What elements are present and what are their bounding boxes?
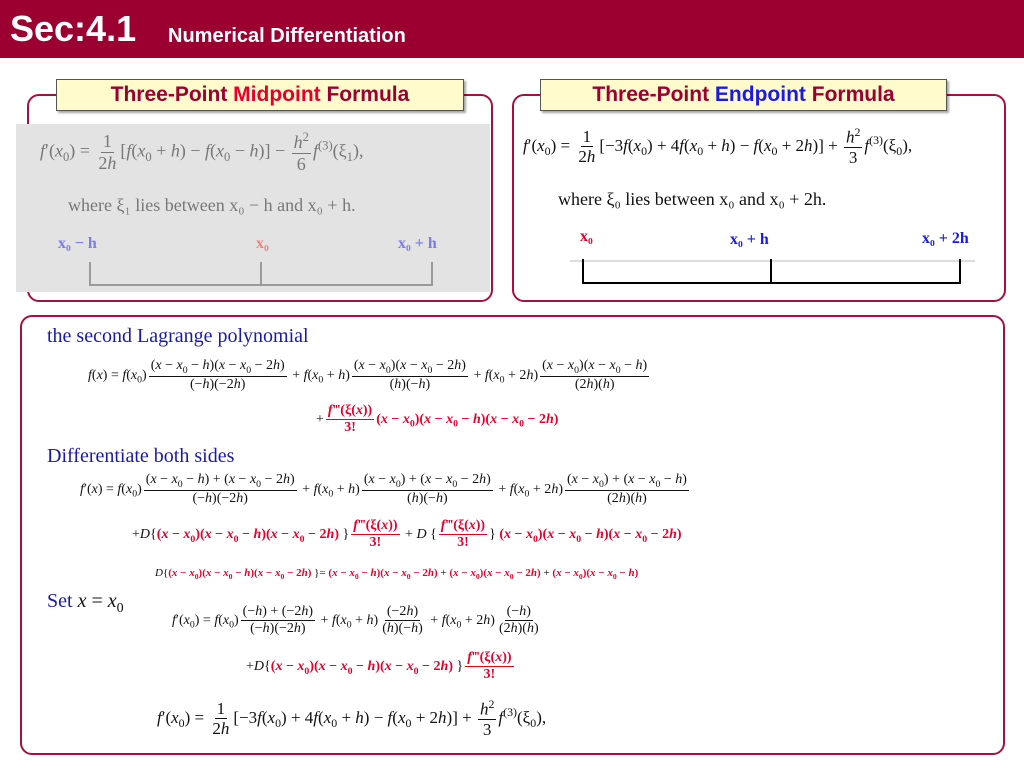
midpoint-label-left: x₀ − h xyxy=(58,235,97,252)
lagrange-equation: $f(x) = f(x_0)$ $\frac{(x - x_0 - h)(x - x_0 - 2h)}{(-h)(-2h)}$ + $f(x_0 + h)$ $\frac{(x - x_0)(x - x_0 - 2h)}{(h)(-h)}$ + $f(x_0 + 2h)$ $\frac{(x - x_0)(x - x_0 - h)}{(2h)(h)}$ xyxy=(88,358,648,393)
endpoint-formula: $f'(x_0)$ = $\frac{1}{2h}$ $[-3f(x_0) + 4f(x_0 + h) - f(x_0 + 2h)]$ + $\frac{h^2}{3}$ $f^{(3)}(\xi_0)$, xyxy=(523,125,913,168)
differentiate-title: Differentiate both sides xyxy=(47,445,235,467)
product-rule-note: $D\{(x - x_0)(x - x_0 - h)(x - x_0 - 2h)$ }= $(x - x_0 - h)(x - x_0 - 2h) + (x - x_0)(x - x_0 - 2h) + (x - x_0)(x - x_0 - h)$ xyxy=(155,567,639,582)
midpoint-formula: $f'(x_0)$ = $\frac{1}{2h}$ $[f(x_0 + h) - f(x_0 - h)]$ − $\frac{h^2}{6}$ $f^{(3)}(\xi_1)$, xyxy=(40,130,364,174)
final-formula: $f'(x_0)$ = $\frac{1}{2h}$ $[-3f(x_0) + 4f(x_0 + h) - f(x_0 + 2h)]$ + $\frac{h^2}{3}$ $f^{(3)}(\xi_0)$, xyxy=(157,697,547,740)
evaluated-error-term: $+D\{(x - x_0)(x - x_0 - h)(x - x_0 - 2h)$ } $\frac{f‴(\xi(x))}{3!}$ xyxy=(246,650,512,683)
section-number: Sec:4.1 xyxy=(10,8,137,49)
tab-text: Three-Point xyxy=(592,83,715,106)
lagrange-title: the second Lagrange polynomial xyxy=(47,325,309,347)
tab-keyword: Midpoint xyxy=(233,83,321,106)
derivative-equation: $f'(x) = f(x_0)$ $\frac{(x - x_0 - h) + (x - x_0 - 2h)}{(-h)(-2h)}$ + $f(x_0 + h)$ $\frac{(x - x_0) + (x - x_0 - 2h)}{(h)(-h)}$ + $f(x_0 + 2h)$ $\frac{(x - x_0) + (x - x_0 - h)}{(2h)(h)}$ xyxy=(80,472,687,507)
section-title: Numerical Differentiation xyxy=(168,25,406,47)
midpoint-label-center: x₀ xyxy=(256,235,269,252)
midpoint-label-right: x₀ + h xyxy=(398,235,437,252)
set-title: Set $x = x_0$ xyxy=(47,590,124,616)
evaluated-equation: $f'(x_0) = f(x_0)$ $\frac{(-h) + (-2h)}{(-h)(-2h)}$ + $f(x_0 + h)$ $\frac{(-2h)}{(h)(-h)}$ + $f(x_0 + 2h)$ $\frac{(-h)}{(2h)(h)}$ xyxy=(172,604,539,637)
tab-text: Three-Point xyxy=(110,83,234,106)
tab-keyword: Endpoint xyxy=(714,83,806,106)
derivative-error-terms: $+D\{(x - x_0)(x - x_0 - h)(x - x_0 - 2h)$ } $\frac{f‴(\xi(x))}{3!}$ + D { $\frac{f‴(\xi(x))}{3!}$ } $(x - x_0)(x - x_0 - h)(x - x_0 - 2h)$ xyxy=(132,518,682,551)
tab-text: Formula xyxy=(805,83,895,106)
endpoint-label-left: x₀ xyxy=(580,228,593,245)
lagrange-error-term: + $\frac{f‴(\xi(x))}{3!}$ $(x - x_0)(x - x_0 - h)(x - x_0 - 2h)$ xyxy=(316,403,559,436)
midpoint-where: where ξ₁ lies between x₀ − h and x₀ + h. xyxy=(68,195,356,215)
tab-text: Formula xyxy=(320,83,410,106)
endpoint-where: where ξ₀ lies between x₀ and x₀ + 2h. xyxy=(558,189,827,209)
endpoint-label-right: x₀ + 2h xyxy=(922,230,969,247)
endpoint-label-center: x₀ + h xyxy=(730,231,769,248)
